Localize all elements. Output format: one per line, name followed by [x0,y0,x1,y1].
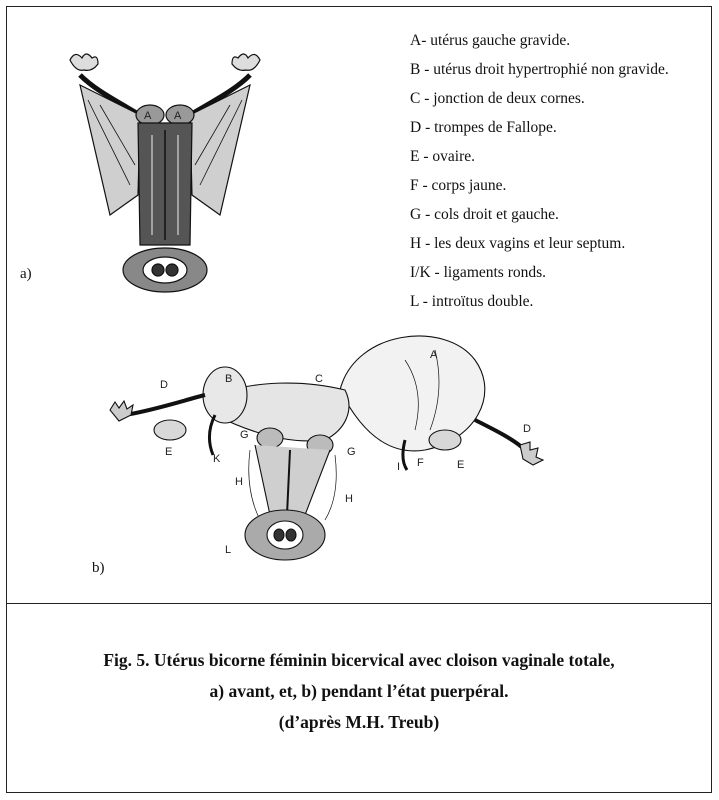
caption-divider [6,603,712,604]
drawing-b-letter-e-right: E [457,459,465,471]
legend-item-c: C - jonction de deux cornes. [410,90,585,107]
legend-item-h: H - les deux vagins et leur septum. [410,235,626,252]
drawing-b-letter-d-left: D [160,379,168,391]
caption-line-1: Fig. 5. Utérus bicorne féminin bicervical avec cloison vaginale totale, [103,650,615,670]
drawing-b-letter-a: A [430,349,438,361]
panel-b-label: b) [92,560,105,576]
figure-caption [6,645,712,738]
legend-item-f: F - corps jaune. [410,177,507,194]
legend-item-a: A- utérus gauche gravide. [410,32,571,49]
legend-item-l: L - introïtus double. [410,293,534,310]
legend-item-d: D - trompes de Fallope. [410,119,557,136]
drawing-b-uterus-puerperal [105,320,565,570]
caption-line-3: (d’après M.H. Treub) [278,712,440,732]
drawing-b-letter-k: K [213,453,221,465]
legend-item-e: E - ovaire. [410,148,475,165]
drawing-b-letter-h-right: H [345,493,353,505]
drawing-b-letter-f: F [417,457,424,469]
drawing-b-illustration [110,336,543,560]
drawing-b-letter-l: L [225,544,232,556]
panel-a-label: a) [20,266,32,282]
caption-line-2: a) avant, et, b) pendant l’état puerpéral. [209,681,509,701]
legend-item-ik: I/K - ligaments ronds. [410,264,547,281]
drawing-b-letter-g-right: G [347,446,356,458]
drawing-b-letter-b: B [225,373,233,385]
legend-item-b: B - utérus droit hypertrophié non gravide. [410,61,669,78]
drawing-b-letter-h-left: H [235,476,243,488]
drawing-a-letter-a2: A [174,110,182,122]
drawing-a-letter-a1: A [144,110,152,122]
drawing-b-letter-d-right: D [523,423,531,435]
drawing-b-letter-i: I [397,461,401,473]
legend-item-g: G - cols droit et gauche. [410,206,559,223]
drawing-a-uterus-before [60,45,270,295]
drawing-b-letter-g-left: G [240,429,249,441]
drawing-b-letter-c: C [315,373,323,385]
figure-legend [410,26,669,316]
drawing-b-letter-e-left: E [165,446,173,458]
drawing-a-illustration [70,54,260,292]
